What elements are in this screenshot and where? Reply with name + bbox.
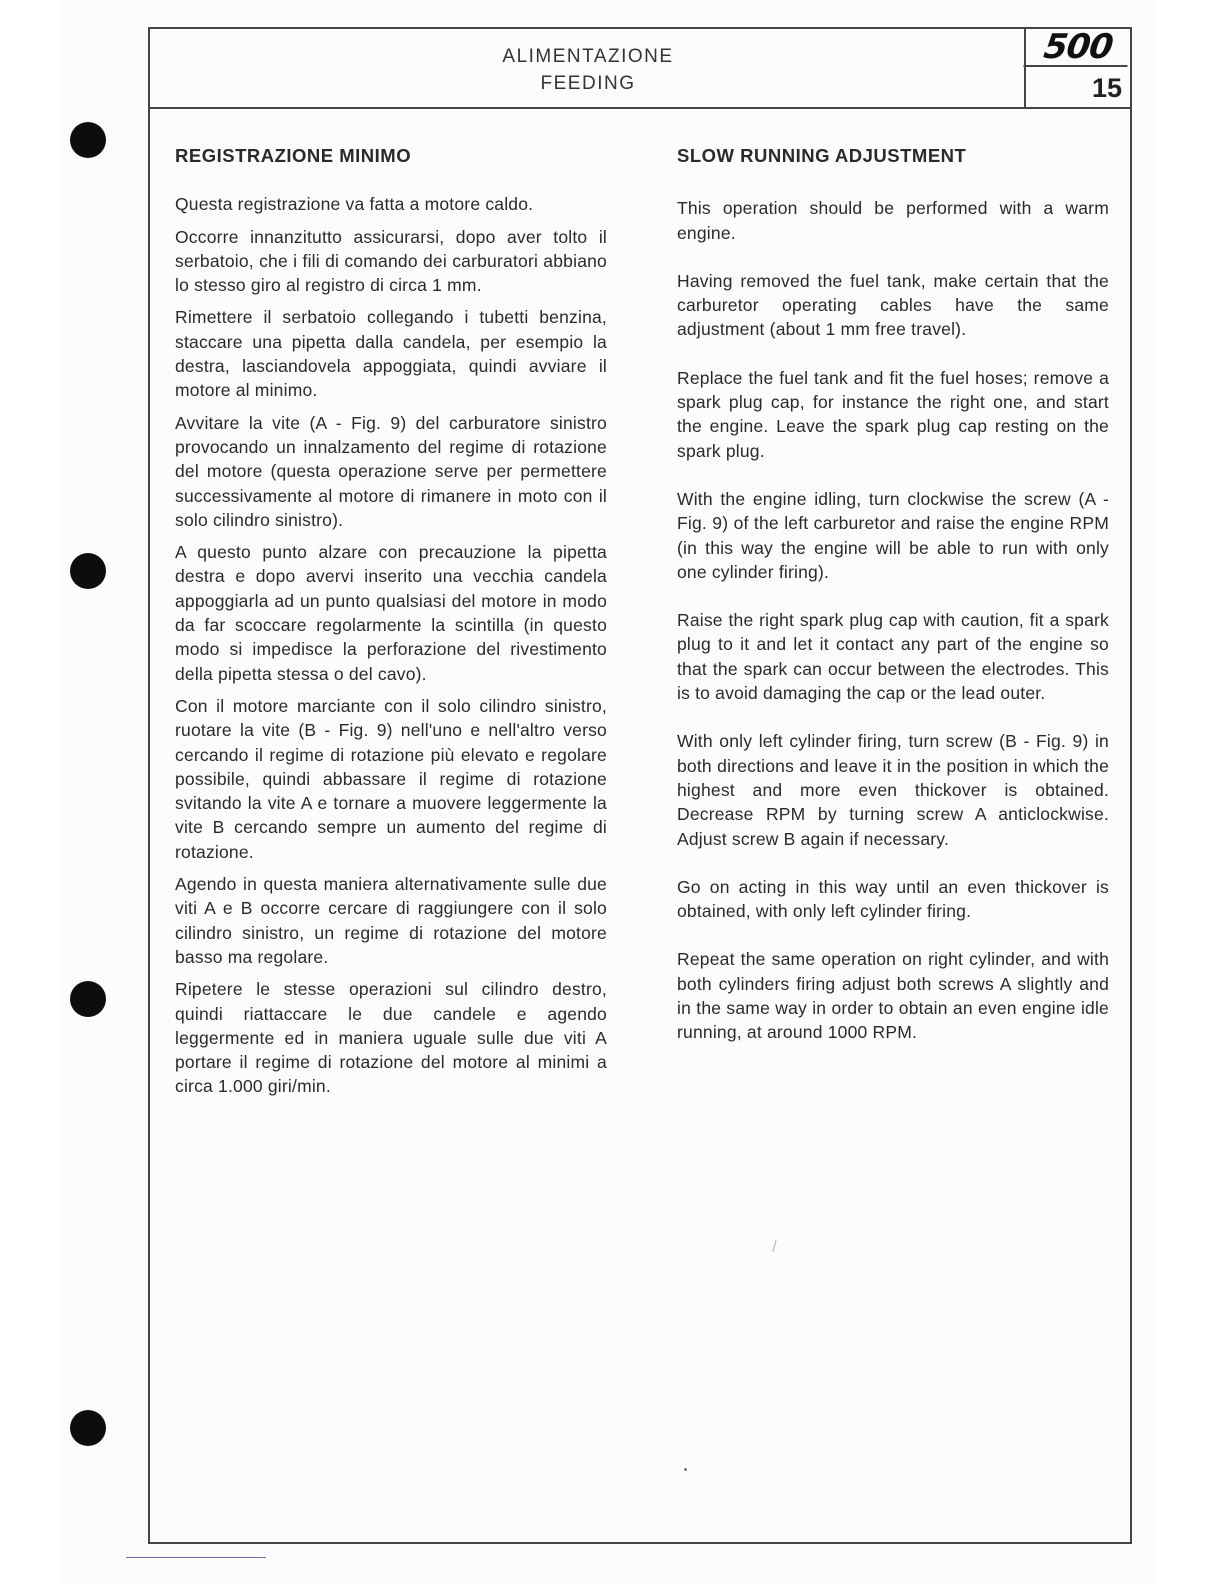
model-box <box>1024 29 1130 107</box>
italian-paragraph: Occorre innanzitutto assicurarsi, dopo aver tolto il serbatoio, che i fili di comando dei carburatori abbiano lo stesso giro al registro di circa 1 mm. <box>175 226 607 296</box>
binder-hole <box>70 553 106 589</box>
english-paragraph: Repeat the same operation on right cylinder, and with both cylinders firing adjust both screws A slightly and in the same way in order to obtain an even engine idle running, at around 1000 RPM. <box>677 949 1109 1043</box>
binder-hole <box>70 1410 106 1446</box>
section-title-english: FEEDING <box>540 73 636 94</box>
italian-column <box>175 140 607 1107</box>
binder-hole <box>70 122 106 158</box>
italian-paragraph: Ripetere le stesse operazioni sul cilindro destro, quindi riattaccare le due candele e agendo leggermente ed in maniera uguale sulle due viti A portare il regime di rotazione del motore al minimi a circa 1.000 giri/min. <box>175 979 607 1097</box>
english-heading: SLOW RUNNING ADJUSTMENT <box>677 145 967 166</box>
model-logo: 500 <box>1023 29 1132 67</box>
italian-paragraph: Questa registrazione va fatta a motore caldo. <box>175 194 534 215</box>
english-column <box>677 140 1109 1069</box>
english-paragraph: Go on acting in this way until an even thickover is obtained, with only left cylinder firing. <box>677 876 1109 922</box>
italian-heading: REGISTRAZIONE MINIMO <box>175 145 412 166</box>
italian-paragraph: Con il motore marciante con il solo cilindro sinistro, ruotare la vite (B - Fig. 9) nell'uno e nell'altro verso cercando il regime di rotazione più elevato e regolare possibile, quindi abbassare il regime di rotazione svitando la vite A e tornare a muovere leggermente la vite B cercando sempre un aumento del regime di rotazione. <box>175 695 607 862</box>
page-header <box>150 29 1130 109</box>
italian-paragraph: Rimettere il serbatoio collegando i tubetti benzina, staccare una pipetta dalla candela, per esempio la destra, lasciandovela appoggiata, quindi avviare il motore al minimo. <box>175 307 607 401</box>
english-paragraph: With only left cylinder firing, turn screw (B - Fig. 9) in both directions and leave it in the position in which the highest and more even thickover is obtained. Decrease RPM by turning screw A anticlockwise. Adjust screw B again if necessary. <box>677 731 1109 849</box>
italian-paragraph: Avvitare la vite (A - Fig. 9) del carburatore sinistro provocando un innalzamento del regime di rotazione del motore (questa operazione serve per permettere successivamente al motore di rimanere in moto con il solo cilindro sinistro). <box>175 412 607 530</box>
binder-hole <box>70 981 106 1017</box>
english-paragraph: Replace the fuel tank and fit the fuel hoses; remove a spark plug cap, for instance the right one, and start the engine. Leave the spark plug cap resting on the spark plug. <box>677 367 1109 461</box>
english-paragraph: Raise the right spark plug cap with caution, fit a spark plug to it and let it contact any part of the engine so that the spark can occur between the electrodes. This is to avoid damaging the cap or the lead outer. <box>677 610 1109 704</box>
english-paragraph: This operation should be performed with a warm engine. <box>677 198 1109 243</box>
page-number: 15 <box>1091 73 1122 103</box>
scan-edge-line <box>126 1557 266 1558</box>
scan-speck <box>684 1468 687 1471</box>
english-paragraph: Having removed the fuel tank, make certain that the carburetor operating cables have the same adjustment (about 1 mm free travel). <box>677 270 1109 340</box>
italian-paragraph: Agendo in questa maniera alternativamente sulle due viti A e B occorre cercare di raggiungere con il solo cilindro sinistro, un regime di rotazione del motore basso ma regolare. <box>175 874 607 967</box>
header-titles <box>150 43 1026 97</box>
section-title-italian: ALIMENTAZIONE <box>502 46 674 67</box>
english-paragraph: With the engine idling, turn clockwise the screw (A - Fig. 9) of the left carburetor and raise the engine RPM (in this way the engine will be able to run with only one cylinder firing). <box>677 488 1109 582</box>
italian-paragraph: A questo punto alzare con precauzione la pipetta destra e dopo avervi inserito una vecchia candela appoggiarla ad un punto qualsiasi del motore in modo da far scoccare regolarmente la scintilla (in questo modo si impedisce la perforazione del rivestimento della pipetta stessa o del cavo). <box>175 542 607 684</box>
